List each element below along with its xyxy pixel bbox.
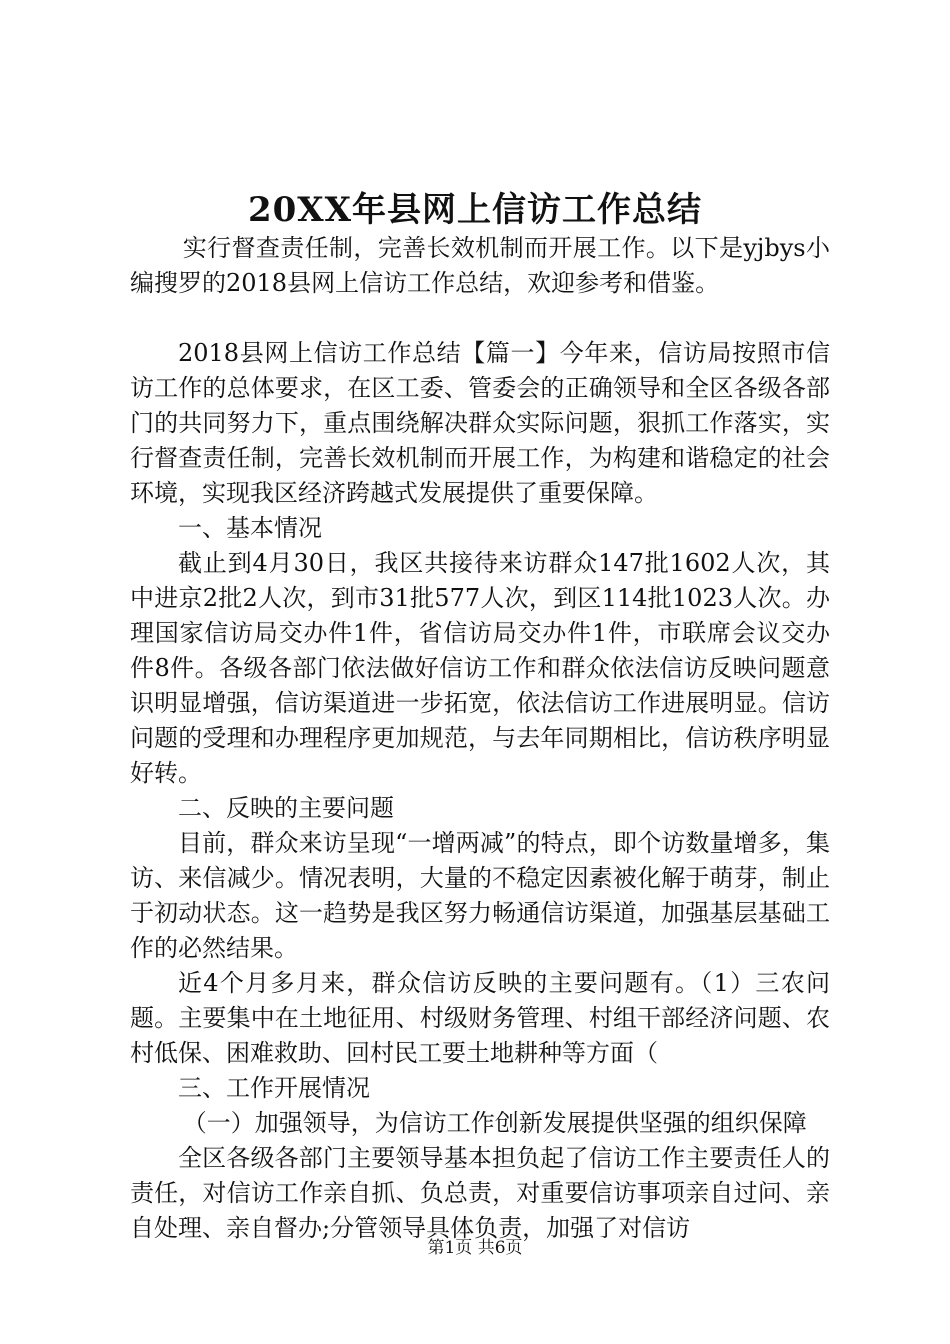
body-paragraph: 2018县网上信访工作总结【篇一】今年来，信访局按照市信访工作的总体要求，在区工委、管委会的正确领导和全区各级各部门的共同努力下，重点围绕解决群众实际问题，狠抓工作落实，实行督查责任制，完善长效机制而开展工作，为构建和谐稳定的社会环境，实现我区经济跨越式发展提供了重要保障。 xyxy=(130,339,830,507)
intro-paragraph: 实行督查责任制，完善长效机制而开展工作。以下是yjbys小编搜罗的2018县网上信访工作总结，欢迎参考和借鉴。 xyxy=(130,234,830,297)
document-title: 20XX年县网上信访工作总结 xyxy=(247,190,703,230)
body-paragraph: 全区各级各部门主要领导基本担负起了信访工作主要责任人的责任，对信访工作亲自抓、负总责，对重要信访事项亲自过问、亲自处理、亲自督办;分管领导具体负责，加强了对信访 xyxy=(130,1144,830,1242)
document-body xyxy=(130,231,830,1246)
paragraph-spacer xyxy=(130,301,830,336)
body-paragraph: 目前，群众来访呈现“一增两减”的特点，即个访数量增多，集访、来信减少。情况表明，大量的不稳定因素被化解于萌芽，制止于初动状态。这一趋势是我区努力畅通信访渠道，加强基层基础工作的必然结果。 xyxy=(130,829,830,962)
subsection-heading-leadership: （一）加强领导，为信访工作创新发展提供坚强的组织保障 xyxy=(182,1109,807,1137)
section-heading-main-issues: 二、反映的主要问题 xyxy=(178,794,394,822)
page-number-footer: 第1页 共6页 xyxy=(427,1238,523,1258)
section-heading-basic-situation: 一、基本情况 xyxy=(178,514,322,542)
body-paragraph: 截止到4月30日，我区共接待来访群众147批1602人次，其中进京2批2人次，到市31批577人次，到区114批1023人次。办理国家信访局交办件1件，省信访局交办件1件，市联席会议交办件8件。各级各部门依法做好信访工作和群众依法信访反映问题意识明显增强，信访渠道进一步拓宽，依法信访工作进展明显。信访问题的受理和办理程序更加规范，与去年同期相比，信访秩序明显好转。 xyxy=(130,549,830,787)
section-heading-work-progress: 三、工作开展情况 xyxy=(178,1074,370,1102)
body-paragraph: 近4个月多月来，群众信访反映的主要问题有。（1）三农问题。主要集中在土地征用、村级财务管理、村组干部经济问题、农村低保、困难救助、回村民工要土地耕种等方面（ xyxy=(130,969,830,1067)
